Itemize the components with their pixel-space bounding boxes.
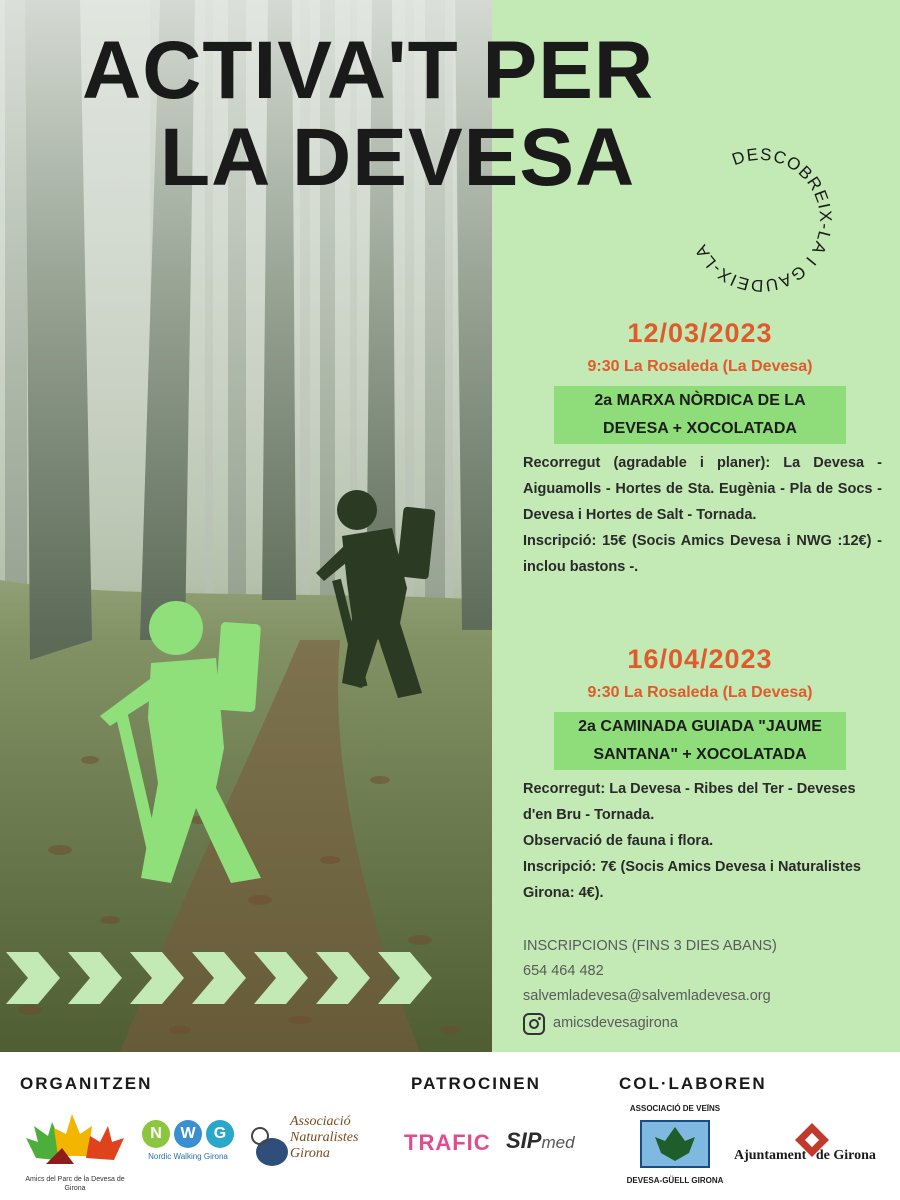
trafic-text: TRAFIC — [404, 1130, 491, 1155]
veins-bottom-text: DEVESA-GÜELL GIRONA — [626, 1176, 724, 1185]
event-name-line: DEVESA + XOCOLATADA — [603, 420, 797, 437]
bird-icon — [248, 1122, 292, 1172]
arrows-decoration — [6, 952, 486, 1004]
collaborators-label: COL·LABOREN — [619, 1074, 767, 1093]
amics-devesa-logo — [16, 1108, 134, 1196]
event-observation: Observació de fauna i flora. — [523, 833, 714, 849]
event-1 — [510, 318, 890, 580]
event-name-line: SANTANA" + XOCOLATADA — [593, 746, 807, 763]
naturalistes-logo — [248, 1114, 378, 1184]
event-time: 9:30 La Rosaleda (La Devesa) — [587, 684, 813, 701]
nwg-letter: G — [206, 1120, 234, 1148]
event-name — [554, 712, 846, 770]
leaves-icon — [16, 1108, 134, 1170]
instagram-link[interactable] — [523, 1011, 777, 1036]
email-link[interactable]: salvemladevesa@salvemladevesa.org — [523, 988, 771, 1004]
leaf-emblem-icon — [639, 1119, 711, 1169]
phone-number[interactable]: 654 464 482 — [523, 963, 604, 979]
event-name-line: 2a MARXA NÒRDICA DE LA — [594, 392, 806, 409]
event-description — [510, 776, 890, 906]
event-2 — [510, 644, 890, 906]
slogan-text: DESCOBREIX-LA I GAUDEIX-LA — [690, 144, 836, 296]
naturalistes-line: Naturalistes — [290, 1130, 359, 1145]
title-line-1: ACTIVA'T PER — [82, 25, 655, 116]
veins-top-text: ASSOCIACIÓ DE VEÏNS — [629, 1104, 721, 1113]
naturalistes-line: Associació — [290, 1114, 351, 1129]
ajuntament-text-b: de Girona — [815, 1148, 876, 1163]
hiker-light-icon — [96, 598, 266, 883]
naturalistes-line: Girona — [290, 1146, 330, 1161]
event-name-line: 2a CAMINADA GUIADA "JAUME — [578, 718, 822, 735]
hiker-dark-icon — [312, 488, 442, 703]
ajuntament-logo — [732, 1122, 892, 1182]
chevron-right-icon — [68, 952, 122, 1004]
title-line-2: LA DEVESA — [160, 111, 636, 203]
registration-heading: INSCRIPCIONS (FINS 3 DIES ABANS) — [523, 938, 777, 954]
event-date: 16/04/2023 — [627, 644, 773, 674]
chevron-right-icon — [192, 952, 246, 1004]
sponsors-footer — [0, 1052, 900, 1200]
contact-info — [523, 934, 777, 1036]
event-name — [554, 386, 846, 444]
nwg-letter: N — [142, 1120, 170, 1148]
organizers-label: ORGANITZEN — [20, 1074, 153, 1093]
event-route: Recorregut: La Devesa - Ribes del Ter - Deveses d'en Bru - Tornada. — [523, 781, 856, 823]
event-time: 9:30 La Rosaleda (La Devesa) — [587, 358, 813, 375]
instagram-icon — [523, 1013, 545, 1035]
chevron-right-icon — [378, 952, 432, 1004]
trafic-logo — [404, 1130, 496, 1174]
chevron-right-icon — [130, 952, 184, 1004]
chevron-right-icon — [6, 952, 60, 1004]
ajuntament-text: Ajuntament — [734, 1148, 807, 1163]
slogan-circle — [680, 140, 840, 300]
event-date: 12/03/2023 — [627, 318, 773, 348]
amics-caption: Amics del Parc de la Devesa de Girona — [25, 1176, 125, 1192]
nwg-letter: W — [174, 1120, 202, 1148]
chevron-right-icon — [316, 952, 370, 1004]
event-registration: Inscripció: 7€ (Socis Amics Devesa i Naturalistes Girona: 4€). — [523, 859, 861, 901]
instagram-handle: amicsdevesagirona — [553, 1015, 678, 1031]
chevron-right-icon — [254, 952, 308, 1004]
sponsors-label: PATROCINEN — [411, 1074, 541, 1093]
event-route: Recorregut (agradable i planer): La Devesa - Aiguamolls - Hortes de Sta. Eugènia - Pla de Socs - Devesa i Hortes de Salt - Tornada. — [523, 455, 882, 523]
sipmed-text-b: med — [541, 1133, 575, 1152]
event-description — [510, 450, 890, 580]
page-title — [82, 25, 655, 203]
svg-text:DESCOBREIX-LA I GAUDEIX-LA — [691, 145, 835, 296]
nwg-caption: Nordic Walking Girona — [148, 1152, 228, 1161]
event-registration: Inscripció: 15€ (Socis Amics Devesa i NWG :12€) - inclou bastons -. — [523, 533, 882, 575]
nwg-logo — [138, 1120, 238, 1161]
sipmed-text: SIP — [506, 1128, 542, 1153]
sipmed-logo — [506, 1128, 592, 1168]
veins-logo — [614, 1104, 736, 1200]
